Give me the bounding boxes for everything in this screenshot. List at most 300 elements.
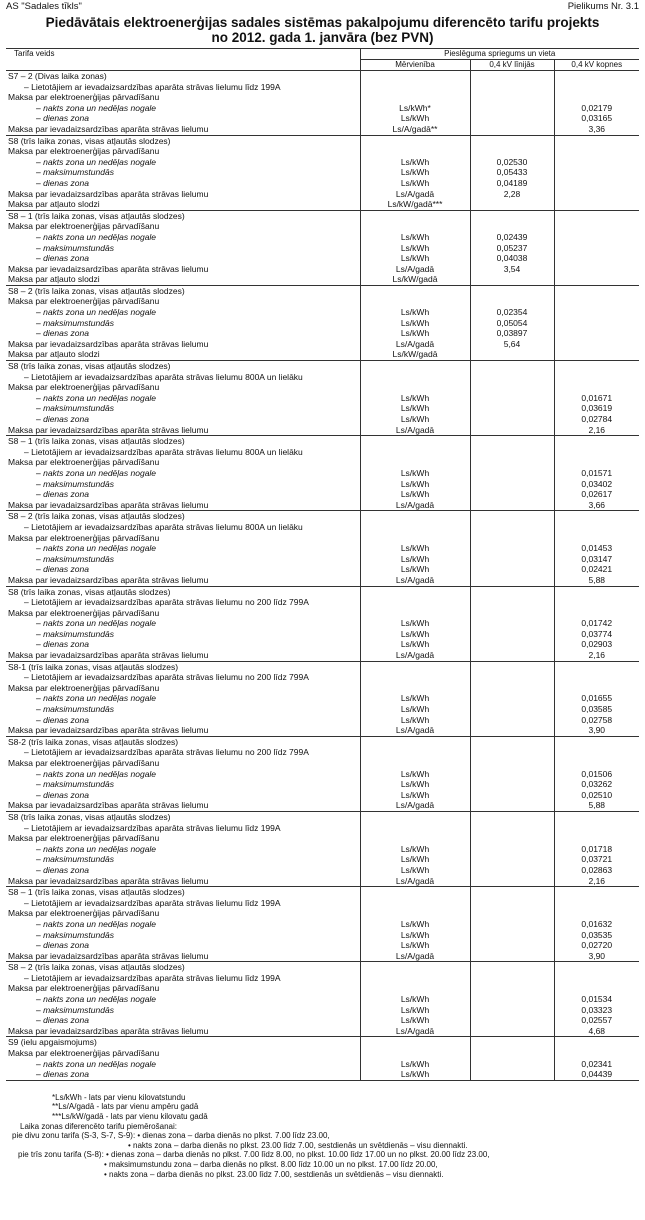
value-busbars-cell [554,597,639,608]
tariff-label: – maksimumstundās [36,704,114,715]
value-busbars-cell: 0,03721 [554,854,639,865]
table-row [6,349,639,360]
value-busbars-cell [554,135,639,146]
unit-cell: Ls/kWh [360,844,470,855]
value-busbars-cell: 0,01742 [554,618,639,629]
tariff-label: Maksa par ievadaizsardzības aparāta strāvas lielumu [8,800,209,811]
unit-cell [360,457,470,468]
table-row [6,983,639,994]
tariff-section-row [6,811,639,822]
tariff-label: – nakts zona un nedēļas nogale [36,768,157,779]
value-lines-cell [470,650,554,661]
table-row [6,1059,639,1070]
table-row [6,876,639,887]
value-busbars-cell [554,339,639,350]
tariff-label: Maksa par ievadaizsardzības aparāta strāvas lielumu [8,1025,209,1036]
tariff-label: Maksa par ievadaizsardzības aparāta strāvas lielumu [8,950,209,961]
value-lines-cell: 0,02530 [470,157,554,168]
unit-cell: Ls/kWh [360,328,470,339]
unit-cell: Ls/kWh [360,414,470,425]
value-busbars-cell: 5,88 [554,575,639,586]
value-busbars-cell: 5,88 [554,800,639,811]
unit-cell [360,747,470,758]
tariff-label: – nakts zona un nedēļas nogale [36,843,157,854]
tariff-label: Maksa par ievadaizsardzības aparāta strāvas lielumu [8,123,209,134]
value-lines-cell [470,725,554,736]
tariff-label: S7 – 2 (Divas laika zonas) [6,71,360,82]
value-busbars-cell: 0,01453 [554,543,639,554]
unit-cell: Ls/kWh [360,307,470,318]
value-lines-cell [470,382,554,393]
unit-cell [360,586,470,597]
value-busbars-cell: 0,01571 [554,468,639,479]
table-row [6,103,639,114]
tariff-section-row [6,887,639,898]
unit-cell: Ls/A/gadā** [360,124,470,135]
value-busbars-cell [554,382,639,393]
value-lines-cell [470,274,554,285]
value-lines-cell [470,586,554,597]
value-busbars-cell [554,436,639,447]
value-lines-cell [470,608,554,619]
footnote-1: *Ls/kWh - lats par vienu kilovatstundu [52,1092,186,1102]
unit-cell [360,296,470,307]
value-busbars-cell [554,328,639,339]
col-header-tarifa: Tarifa veids [6,49,360,60]
unit-cell: Ls/kWh [360,318,470,329]
value-lines-cell [470,285,554,296]
unit-cell: Ls/A/gadā [360,650,470,661]
table-row [6,264,639,275]
tariff-label: Maksa par elektroenerģijas pārvadīšanu [8,296,160,307]
table-row [6,854,639,865]
value-lines-cell [470,693,554,704]
value-busbars-cell: 0,01506 [554,769,639,780]
value-lines-cell [470,618,554,629]
value-lines-cell [470,479,554,490]
value-lines-cell [470,833,554,844]
value-lines-cell [470,887,554,898]
tariff-label: Maksa par atļauto slodzi [8,349,100,360]
unit-cell [360,983,470,994]
value-lines-cell [470,736,554,747]
value-busbars-cell [554,178,639,189]
tariff-label: – dienas zona [36,328,89,339]
value-busbars-cell [554,1048,639,1059]
tariff-label: – maksimumstundās [36,779,114,790]
value-busbars-cell: 0,02421 [554,564,639,575]
value-lines-cell [470,403,554,414]
table-row [6,274,639,285]
value-busbars-cell [554,672,639,683]
table-row [6,189,639,200]
value-lines-cell [470,210,554,221]
tariff-label: Maksa par ievadaizsardzības aparāta strāvas lielumu [8,338,209,349]
value-lines-cell [470,146,554,157]
value-lines-cell [470,629,554,640]
tariff-label: – dienas zona [36,564,89,575]
tariff-label: – dienas zona [36,714,89,725]
tariff-label: – maksimumstundās [36,854,114,865]
table-row [6,575,639,586]
annex-number: Pielikums Nr. 3.1 [567,1,639,12]
table-row [6,704,639,715]
value-lines-cell [470,564,554,575]
value-lines-cell [470,844,554,855]
table-row [6,951,639,962]
tariff-label: – dienas zona [36,1015,89,1026]
tariff-label: – maksimumstundās [36,553,114,564]
tariff-section-row [6,71,639,82]
title-line-1: Piedāvātais elektroenerģijas sadales sistēmas pakalpojumu diferencēto tarifu projekts [45,15,600,30]
value-lines-cell [470,511,554,522]
three-zone-tariff-day: pie trīs zonu tarifa (S-8): • dienas zona – darba dienās no plkst. 7.00 līdz 8.00, no plkst. 10.00 līdz 17.00 un no plkst. 20.00 līdz 23.00, [18,1150,490,1160]
table-row [6,973,639,984]
table-row [6,1048,639,1059]
tariff-label: – dienas zona [36,113,89,124]
unit-cell: Ls/kWh [360,769,470,780]
tariff-label: S8 (trīs laika zonas, visas atļautās slodzes) [6,361,360,372]
unit-cell: Ls/kWh [360,865,470,876]
unit-cell [360,210,470,221]
unit-cell: Ls/A/gadā [360,876,470,887]
table-row [6,833,639,844]
col-header-unit: Mērvienība [360,60,470,71]
value-busbars-cell [554,973,639,984]
unit-cell [360,71,470,82]
tariff-label: Maksa par ievadaizsardzības aparāta strāvas lielumu [8,188,209,199]
value-lines-cell [470,425,554,436]
value-lines-cell: 2,28 [470,189,554,200]
table-row [6,930,639,941]
value-busbars-cell: 0,02557 [554,1015,639,1026]
tariff-label: – dienas zona [36,1069,89,1080]
value-busbars-cell: 2,16 [554,876,639,887]
value-lines-cell [470,790,554,801]
value-lines-cell [470,124,554,135]
tariff-label: – maksimumstundās [36,167,114,178]
table-row [6,500,639,511]
table-row [6,146,639,157]
value-busbars-cell [554,457,639,468]
unit-cell [360,447,470,458]
tariff-section-row [6,436,639,447]
unit-cell: Ls/kWh [360,393,470,404]
unit-cell [360,811,470,822]
table-row [6,608,639,619]
tariff-label: Maksa par elektroenerģijas pārvadīšanu [8,221,160,232]
value-lines-cell [470,554,554,565]
time-zones-heading: Laika zonas diferencēto tarifu piemērošanai: [20,1121,177,1131]
value-lines-cell [470,983,554,994]
table-row [6,725,639,736]
tariff-label: – Lietotājiem ar ievadaizsardzības aparāta strāvas lielumu 800A un lielāku [24,371,303,382]
footnote-2: **Ls/A/gadā - lats par vienu ampēru gadā [52,1102,199,1112]
value-busbars-cell [554,71,639,82]
value-lines-cell [470,779,554,790]
tariff-label: – maksimumstundās [36,317,114,328]
tariff-label: S8 – 1 (trīs laika zonas, visas atļautās slodzes) [6,210,360,221]
table-body [6,71,639,1081]
table-row [6,919,639,930]
table-row [6,113,639,124]
tariff-label: – maksimumstundās [36,628,114,639]
table-row [6,629,639,640]
unit-cell: Ls/kWh [360,157,470,168]
tariff-label: S8 – 2 (trīs laika zonas, visas atļautās slodzes) [6,511,360,522]
value-busbars-cell: 0,02179 [554,103,639,114]
table-row [6,167,639,178]
unit-cell: Ls/kWh [360,629,470,640]
unit-cell: Ls/A/gadā [360,1026,470,1037]
value-lines-cell [470,597,554,608]
value-busbars-cell [554,264,639,275]
value-busbars-cell: 0,02617 [554,489,639,500]
table-row [6,758,639,769]
value-busbars-cell: 0,03535 [554,930,639,941]
value-lines-cell [470,436,554,447]
value-busbars-cell [554,372,639,383]
value-lines-cell [470,522,554,533]
table-row [6,253,639,264]
unit-cell: Ls/kWh [360,790,470,801]
value-busbars-cell [554,898,639,909]
value-busbars-cell: 0,02758 [554,715,639,726]
tariff-label: – Lietotājiem ar ievadaizsardzības aparāta strāvas lielumu līdz 199A [24,972,281,983]
value-lines-cell [470,800,554,811]
value-lines-cell [470,447,554,458]
value-busbars-cell: 0,03147 [554,554,639,565]
value-busbars-cell [554,683,639,694]
value-lines-cell [470,489,554,500]
unit-cell: Ls/kWh [360,403,470,414]
table-row [6,672,639,683]
value-lines-cell [470,715,554,726]
unit-cell: Ls/A/gadā [360,725,470,736]
table-row [6,597,639,608]
value-busbars-cell: 0,01534 [554,994,639,1005]
tariff-section-row [6,736,639,747]
value-busbars-cell [554,221,639,232]
tariff-label: – nakts zona un nedēļas nogale [36,392,157,403]
table-row [6,178,639,189]
unit-cell [360,221,470,232]
value-busbars-cell [554,274,639,285]
value-lines-cell [470,661,554,672]
tariff-section-row [6,361,639,372]
tariff-label: – dienas zona [36,489,89,500]
unit-cell: Ls/kWh [360,1059,470,1070]
unit-cell [360,758,470,769]
company-name: AS "Sadales tīkls" [6,1,82,12]
value-busbars-cell: 0,01671 [554,393,639,404]
value-lines-cell [470,393,554,404]
unit-cell: Ls/A/gadā [360,189,470,200]
table-row [6,372,639,383]
table-row [6,940,639,951]
value-lines-cell [470,973,554,984]
value-lines-cell [470,951,554,962]
unit-cell [360,92,470,103]
tariff-label: Maksa par atļauto slodzi [8,199,100,210]
table-row [6,543,639,554]
value-lines-cell [470,865,554,876]
value-lines-cell: 0,02439 [470,232,554,243]
value-lines-cell [470,672,554,683]
value-lines-cell [470,704,554,715]
unit-cell: Ls/kWh [360,930,470,941]
table-row [6,339,639,350]
table-row [6,564,639,575]
value-busbars-cell [554,361,639,372]
unit-cell [360,962,470,973]
table-row [6,693,639,704]
unit-cell [360,683,470,694]
tariff-label: S8 – 2 (trīs laika zonas, visas atļautās slodzes) [6,285,360,296]
tariff-label: – Lietotājiem ar ievadaizsardzības aparāta strāvas lielumu līdz 199A [24,897,281,908]
tariff-label: Maksa par ievadaizsardzības aparāta strāvas lielumu [8,263,209,274]
value-busbars-cell: 0,01655 [554,693,639,704]
value-busbars-cell [554,533,639,544]
table-row [6,489,639,500]
value-busbars-cell: 0,02863 [554,865,639,876]
tariff-section-row [6,1037,639,1048]
table-row [6,296,639,307]
unit-cell [360,736,470,747]
table-row [6,618,639,629]
unit-cell: Ls/A/gadā [360,339,470,350]
value-lines-cell [470,1015,554,1026]
table-row [6,898,639,909]
unit-cell [360,1048,470,1059]
value-lines-cell [470,543,554,554]
value-busbars-cell [554,586,639,597]
tariff-label: – dienas zona [36,789,89,800]
unit-cell: Ls/A/gadā [360,425,470,436]
table-row [6,554,639,565]
tariff-label: – nakts zona un nedēļas nogale [36,231,157,242]
value-busbars-cell: 0,02720 [554,940,639,951]
unit-cell [360,608,470,619]
value-busbars-cell [554,318,639,329]
unit-cell: Ls/kW/gadā [360,274,470,285]
table-row [6,844,639,855]
value-busbars-cell [554,747,639,758]
tariff-label: – nakts zona un nedēļas nogale [36,918,157,929]
value-lines-cell [470,639,554,650]
page-title [6,15,639,45]
table-row [6,1026,639,1037]
value-busbars-cell [554,349,639,360]
tariff-label: – Lietotājiem ar ievadaizsardzības aparāta strāvas lielumu 800A un lielāku [24,521,303,532]
unit-cell: Ls/kWh [360,919,470,930]
table-row [6,747,639,758]
value-lines-cell [470,962,554,973]
value-lines-cell [470,135,554,146]
unit-cell: Ls/kWh [360,715,470,726]
value-lines-cell [470,92,554,103]
unit-cell: Ls/kWh [360,940,470,951]
table-row [6,243,639,254]
unit-cell: Ls/A/gadā [360,500,470,511]
footnotes [6,1093,639,1179]
tariff-label: – nakts zona un nedēļas nogale [36,1058,157,1069]
unit-cell [360,82,470,93]
value-lines-cell [470,468,554,479]
value-lines-cell [470,1069,554,1080]
tariff-label: – Lietotājiem ar ievadaizsardzības aparāta strāvas lielumu 800A un lielāku [24,446,303,457]
value-busbars-cell: 0,02784 [554,414,639,425]
tariff-table [6,48,639,1081]
value-lines-cell: 0,04189 [470,178,554,189]
table-row [6,382,639,393]
tariff-label: Maksa par elektroenerģijas pārvadīšanu [8,382,160,393]
table-row [6,790,639,801]
value-busbars-cell [554,296,639,307]
table-row [6,639,639,650]
tariff-label: S8 (trīs laika zonas, visas atļautās slodzes) [6,811,360,822]
tariff-label: S9 (ielu apgaismojums) [6,1037,360,1048]
unit-cell [360,898,470,909]
unit-cell: Ls/kWh [360,178,470,189]
table-row [6,82,639,93]
value-busbars-cell [554,1037,639,1048]
tariff-label: Maksa par ievadaizsardzības aparāta strāvas lielumu [8,424,209,435]
value-lines-cell [470,82,554,93]
unit-cell: Ls/kWh [360,253,470,264]
unit-cell [360,833,470,844]
unit-cell: Ls/kWh [360,489,470,500]
tariff-label: Maksa par ievadaizsardzības aparāta strāvas lielumu [8,875,209,886]
table-row [6,92,639,103]
value-lines-cell [470,1059,554,1070]
table-row [6,468,639,479]
unit-cell [360,661,470,672]
table-row [6,683,639,694]
value-lines-cell: 3,54 [470,264,554,275]
value-lines-cell: 5,64 [470,339,554,350]
value-busbars-cell: 4,68 [554,1026,639,1037]
unit-cell: Ls/kWh [360,554,470,565]
table-row [6,865,639,876]
value-busbars-cell [554,522,639,533]
unit-cell: Ls/kWh [360,1015,470,1026]
tariff-label: – Lietotājiem ar ievadaizsardzības aparāta strāvas lielumu līdz 199A [24,822,281,833]
tariff-label: – dienas zona [36,864,89,875]
unit-cell: Ls/kWh [360,854,470,865]
tariff-label: Maksa par ievadaizsardzības aparāta strāvas lielumu [8,650,209,661]
value-lines-cell: 0,03897 [470,328,554,339]
value-lines-cell [470,876,554,887]
unit-cell: Ls/kW/gadā [360,349,470,360]
footnote-3: ***Ls/kW/gadā - lats par vienu kilovatu gadā [52,1112,208,1121]
value-lines-cell [470,919,554,930]
value-busbars-cell [554,92,639,103]
table-row [6,650,639,661]
table-row [6,318,639,329]
value-busbars-cell [554,811,639,822]
tariff-label: S8-1 (trīs laika zonas, visas atļautās slodzes) [6,661,360,672]
value-busbars-cell [554,82,639,93]
unit-cell: Ls/kWh [360,639,470,650]
tariff-label: – nakts zona un nedēļas nogale [36,156,157,167]
tariff-label: S8-2 (trīs laika zonas, visas atļautās slodzes) [6,736,360,747]
value-lines-cell [470,854,554,865]
value-lines-cell: 0,05237 [470,243,554,254]
value-busbars-cell: 0,03619 [554,403,639,414]
value-busbars-cell [554,146,639,157]
tariff-label: Maksa par elektroenerģijas pārvadīšanu [8,457,160,468]
